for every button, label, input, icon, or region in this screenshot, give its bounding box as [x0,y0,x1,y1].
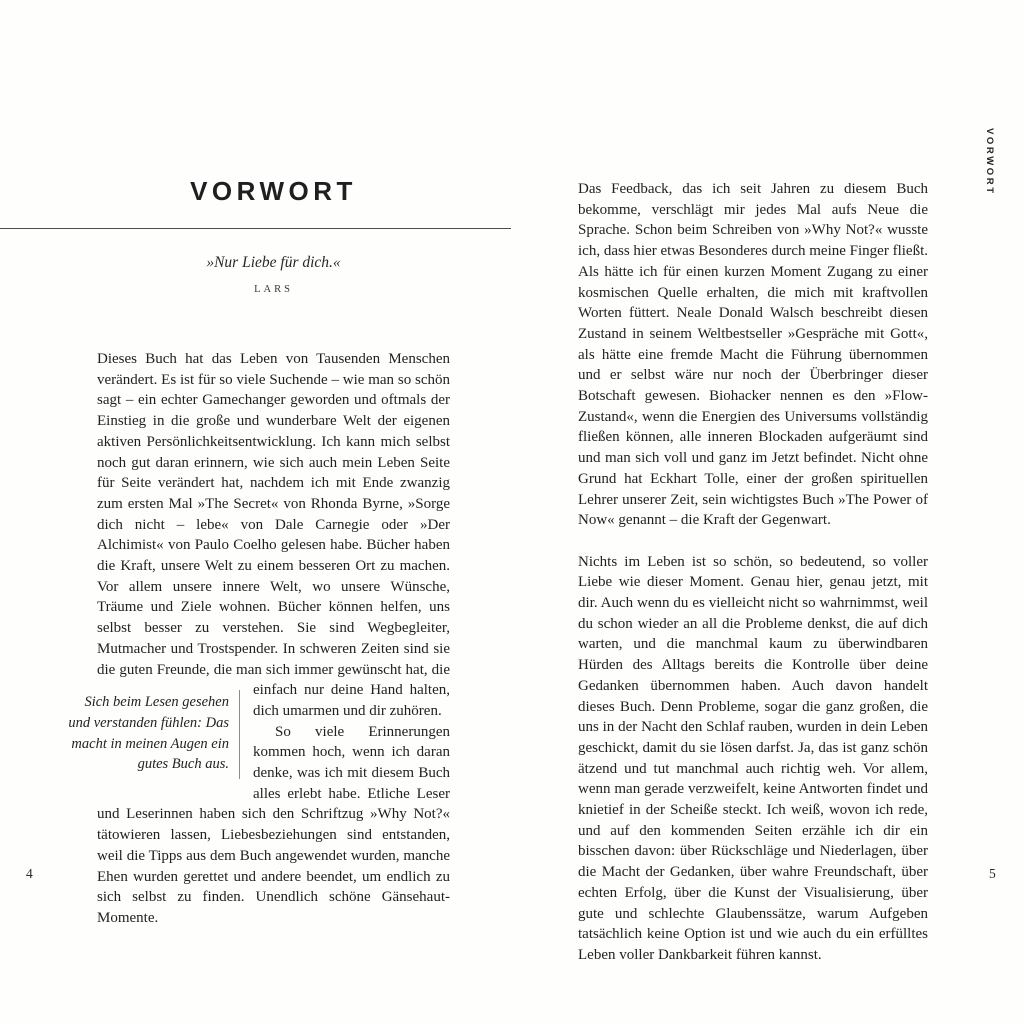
paragraph: Nichts im Leben ist so schön, so bedeutend, so voller Liebe wie dieser Moment. Genau hier, genau jetzt, mit dir. Auch wenn du es vielleicht nicht so wahrnimmst, weil du schon wieder an all die Probleme denkst, die auf dich warten, und die manchmal kaum zu überwindbaren Hürden des Alltags bereits die Kontrolle über deine Gedanken übernommen haben. Auch davon handelt dieses Buch. Denn Probleme, sogar die ganz großen, die uns in der Nacht den Schlaf rauben, wurden in dein Leben geschickt, damit du sie lösen darfst. Ja, das ist ganz schön ätzend und tut manchmal auch richtig weh. Vor allem, wenn man gerade verzweifelt, keine Antworten findet und knietief in der Scheiße steckt. Ich weiß, wovon ich rede, und auf den kommenden Seiten erzähle ich dir ein bisschen davon: über Rückschläge und Niederlagen, über die Macht der Gedanken, über wahre Freundschaft, über echten Erfolg, über die Kunst der Visualisierung, über gute und schlechte Glaubenssätze, warum Aufgeben tatsächlich keine Option ist und wie auch du ein erfülltes Leben voller Dankbarkeit führen kannst. [578,553,928,963]
page-number: 5 [989,866,996,881]
paragraph: So viele Erinnerungen kommen hoch, wenn ich daran denke, was ich mit diesem Buch alles erlebt habe. Etliche Leser und Leserinnen haben sich den Schriftzug »Why Not?« tätowieren lassen, Liebesbeziehungen sind entstanden, weil die Tipps aus dem Buch angewendet wurden, manche Ehen wurden gerettet und andere beendet, um endlich zu sich selbst zu finden. Unendlich schöne Gänsehaut-Momente. [97,723,450,926]
paragraph: Das Feedback, das ich seit Jahren zu diesem Buch bekomme, verschlägt mir jedes Mal aufs Neue die Sprache. Schon beim Schreiben von »Why Not?« wusste ich, dass hier etwas Besonderes durch meine Finger fließt. Als hätte ich für einen kurzen Moment Zugang zu einer kosmischen Quelle erhalten, die mich mit kraftvollen Worten füttert. Neale Donald Walsch beschreibt diesen Zustand in seinem Weltbestseller »Gespräche mit Gott«, als hätte eine fremde Macht die Führung übernommen und er selbst wäre nur noch der Überbringer dieser Botschaft gewesen. Biohacker nennen es den »Flow-Zustand«, wenn die Energien des Universums vollständig fließen können, alle inneren Blockaden aufgeräumt sind und man sich voll und ganz im Jetzt befindet. Nicht ohne Grund hat Eckhart Tolle, einer der großen spirituellen Lehrer unserer Zeit, sein wichtigstes Buch »The Power of Now« genannt – die Kraft der Gegenwart. [578,181,928,529]
left-body-text [68,349,450,929]
chapter-title: VORWORT [190,176,357,206]
epigraph-quote: »Nur Liebe für dich.« [206,254,341,271]
epigraph-attribution: LARS [254,284,293,295]
paragraph-text: Dieses Buch hat das Leben von Tausenden Menschen verändert. Es ist für so viele Suchende – wie man so schön sagt – ein echter Gamechanger geworden und oftmals der Einstieg in die große und wunderbare Welt der eigenen aktiven Persönlichkeitsentwicklung. Ich kann mich selbst noch gut daran erinnern, wie sich auch mein Leben Seite für Seite verändert hat, nachdem ich mit Ende zwanzig zum ersten Mal »The Secret« von Rhonda Byrne, »Sorge dich nicht – lebe« von Dale Carnegie oder »Der Alchimist« von Paulo Coelho gelesen habe. Bücher haben die Kraft, unsere Welt zu einem besseren Ort zu machen. Vor allem unsere innere Welt, wo unsere Wünsche, Träume und Ziele wohnen. Bücher können helfen, uns selbst besser zu verstehen. Sie sind Wegbegleiter, Mutmacher und Trostspender. In schweren Zeiten sind sie die guten Freunde, die man sich immer [97,351,450,678]
title-divider-rule [0,228,511,229]
paragraph [68,349,450,773]
right-page [512,0,1024,1024]
page-number: 4 [26,866,33,881]
running-header-vertical: VORWORT [984,128,995,196]
paragraph-text: gewünscht hat, die einfach nur deine Hand halten, dich umarmen und dir zuhören. [253,661,450,719]
pull-quote: Sich beim Lesen gesehen und verstanden fühlen: Das macht in meinen Augen ein gutes Buch aus. [65,680,240,799]
right-body-text [578,179,928,966]
